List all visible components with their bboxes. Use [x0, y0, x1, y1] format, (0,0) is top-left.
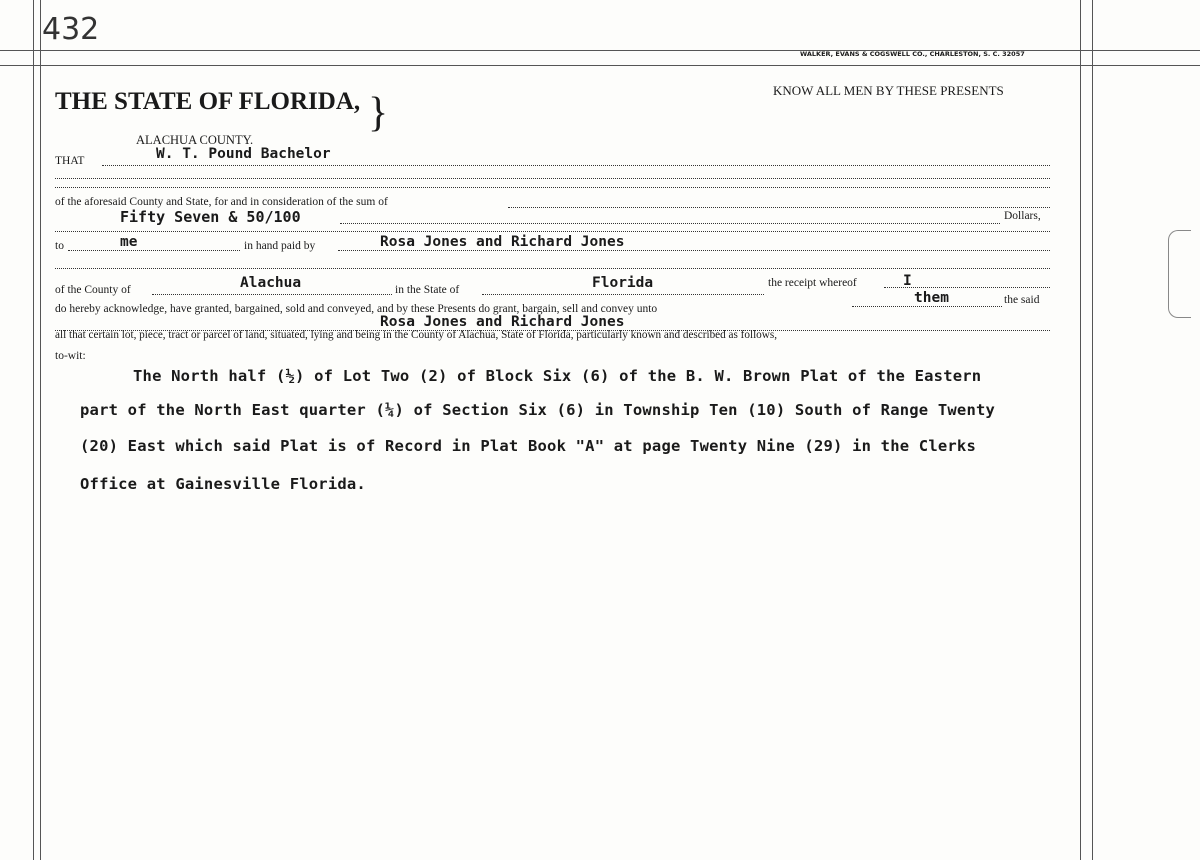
right-margin-rule-outer — [1092, 0, 1093, 860]
unto-value: them — [914, 290, 949, 306]
receipt-value: I — [903, 273, 912, 289]
state-label: in the State of — [395, 284, 460, 296]
description-line-2: part of the North East quarter (¼) of Section Six (6) in Township Ten (10) South of Range Twenty — [80, 401, 996, 419]
description-line-3: (20) East which said Plat is of Record in Plat Book "A" at page Twenty Nine (29) in the Clerks — [80, 437, 976, 455]
paid-by-label: in hand paid by — [244, 240, 316, 252]
receipt-label: the receipt whereof — [768, 277, 857, 289]
that-line — [102, 165, 1050, 166]
left-margin-rule — [33, 0, 34, 860]
to-label: to — [55, 240, 64, 252]
to-wit-label: to-wit: — [55, 350, 86, 362]
know-all-men: KNOW ALL MEN BY THESE PRESENTS — [773, 83, 1004, 98]
paid-by-value: Rosa Jones and Richard Jones — [380, 234, 625, 250]
header-rule-bottom — [0, 65, 1200, 66]
county-line — [152, 294, 392, 295]
grantor-name: W. T. Pound Bachelor — [156, 146, 331, 162]
consideration-label: of the aforesaid County and State, for and in consideration of the sum of — [55, 196, 388, 208]
consideration-line — [508, 207, 1050, 208]
land-label: all that certain lot, piece, tract or parcel of land, situated, lying and being in the County of Alachua, State of Florida, particularly known and described as follows, — [55, 329, 778, 341]
printer-imprint: WALKER, EVANS & COGSWELL CO., CHARLESTON, S. C. 32057 — [800, 50, 1025, 58]
acknowledge-label: do hereby acknowledge, have granted, bargained, sold and conveyed, and by these Presents do grant, bargain, sell and convey unto — [55, 303, 658, 315]
state-line — [482, 294, 764, 295]
blank-line-4 — [55, 268, 1050, 269]
dollars-label: Dollars, — [1004, 210, 1041, 222]
right-margin-rule — [1080, 0, 1081, 860]
bracket: } — [368, 90, 389, 136]
blank-line-3 — [55, 231, 1050, 232]
sum-amount: Fifty Seven & 50/100 — [120, 208, 301, 226]
to-line — [68, 250, 240, 251]
county-value: Alachua — [240, 275, 302, 291]
left-margin-rule-inner — [40, 0, 41, 860]
paid-by-line — [338, 250, 1050, 251]
grantee-name: Rosa Jones and Richard Jones — [380, 314, 625, 330]
county-label: ALACHUA COUNTY. — [136, 133, 254, 147]
the-said-label: the said — [1004, 294, 1040, 306]
of-county-label: of the County of — [55, 284, 131, 296]
unto-line — [852, 306, 1002, 307]
that-label: THAT — [55, 155, 85, 167]
state-value: Florida — [592, 275, 654, 291]
binder-tab — [1168, 230, 1191, 318]
to-value: me — [120, 234, 138, 250]
description-line-4: Office at Gainesville Florida. — [80, 475, 366, 493]
page-number: 432 — [42, 12, 100, 47]
description-line-1: The North half (½) of Lot Two (2) of Block Six (6) of the B. W. Brown Plat of the Eastern — [133, 367, 982, 385]
state-heading: THE STATE OF FLORIDA, — [55, 88, 361, 115]
blank-line — [55, 178, 1050, 179]
blank-line-2 — [55, 187, 1050, 188]
sum-line — [340, 223, 1000, 224]
